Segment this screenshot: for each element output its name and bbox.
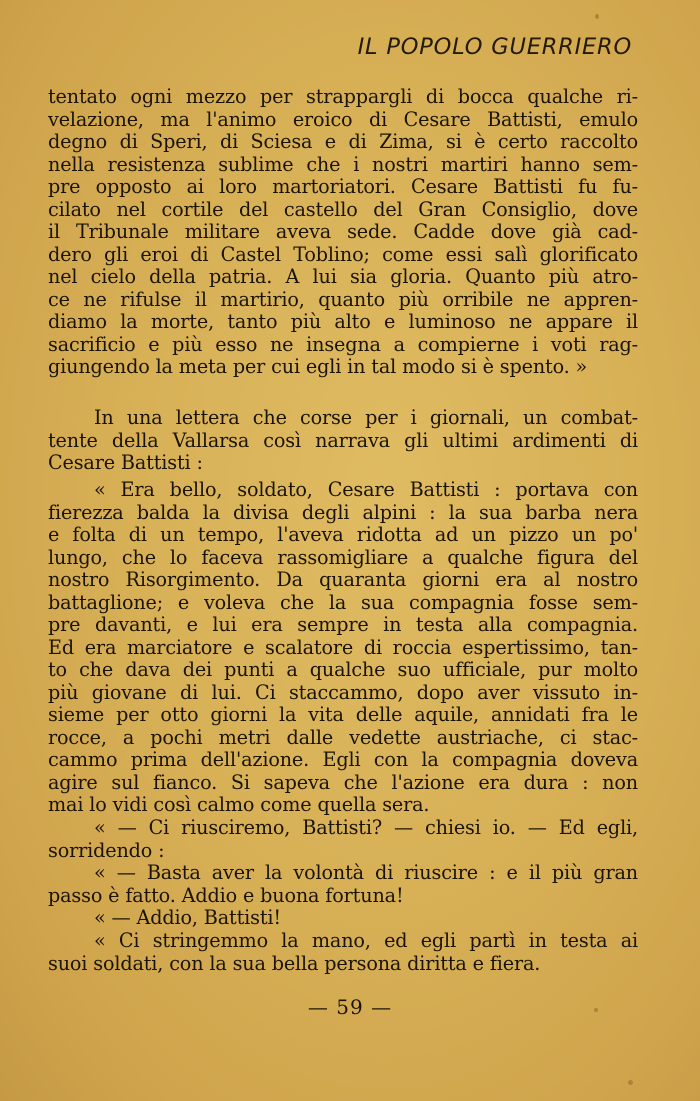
text-line: velazione, ma l'animo eroico di Cesare Battisti, emulo — [48, 107, 638, 131]
text-line: « — Addio, Battisti! — [94, 906, 281, 929]
text-line: sorridendo : — [48, 838, 165, 862]
text-line: sacrificio e più esso ne insegna a compierne i voti rag- — [48, 332, 638, 356]
text-line: più giovane di lui. Ci staccammo, dopo aver vissuto in- — [48, 680, 638, 704]
text-line: tente della Vallarsa così narrava gli ultimi ardimenti di — [48, 428, 638, 452]
text-line: Cesare Battisti : — [48, 451, 203, 474]
text-line: battaglione; e voleva che la sua compagnia fosse sem- — [48, 590, 638, 614]
text-line: nostro Risorgimento. Da quaranta giorni era al nostro — [48, 568, 638, 591]
paragraph-letter-body — [48, 479, 638, 817]
paragraph-closing — [48, 930, 638, 975]
text-line: cammo prima dell'azione. Egli con la compagnia doveva — [48, 748, 638, 771]
text-line: dero gli eroi di Castel Toblino; come essi salì glorificato — [48, 242, 638, 266]
text-line: suoi soldati, con la sua bella persona diritta e fiera. — [48, 951, 541, 975]
paper-speck — [628, 1080, 633, 1085]
text-line: il Tribunale militare aveva sede. Cadde dove già cad- — [48, 220, 638, 243]
text-line: sieme per otto giorni la vita delle aquile, annidati fra le — [48, 703, 638, 726]
text-line: nella resistenza sublime che i nostri martiri hanno sem- — [48, 152, 638, 176]
paragraph-dialogue-question — [48, 817, 638, 862]
paragraph-continuation — [48, 86, 638, 379]
text-line: nel cielo della patria. A lui sia gloria. Quanto più atro- — [48, 265, 638, 288]
paper-speck — [595, 14, 599, 19]
paragraph-dialogue-answer — [48, 862, 638, 907]
text-line: degno di Speri, di Sciesa e di Zima, si è certo raccolto — [48, 130, 638, 153]
text-line: agire sul fianco. Si sapeva che l'azione era dura : non — [48, 770, 638, 794]
text-line: e folta di un tempo, l'aveva ridotta ad un pizzo un po' — [48, 523, 638, 546]
text-line: passo è fatto. Addio e buona fortuna! — [48, 883, 404, 907]
text-line: « — Ci riusciremo, Battisti? — chiesi io. — Ed egli, — [94, 816, 638, 839]
text-line: giungendo la meta per cui egli in tal modo si è spento. » — [48, 355, 588, 378]
text-line: tentato ogni mezzo per strappargli di bocca qualche ri- — [48, 85, 638, 108]
text-line: Ed era marciatore e scalatore di roccia espertissimo, tan- — [48, 635, 638, 659]
text-line: to che dava dei punti a qualche suo ufficiale, pur molto — [48, 658, 638, 681]
text-line: pre davanti, e lui era sempre in testa alla compagnia. — [48, 613, 638, 636]
text-line: mai lo vidi così calmo come quella sera. — [48, 793, 430, 816]
text-line: « — Basta aver la volontà di riuscire : e il più gran — [94, 861, 638, 884]
page-number: — 59 — — [307, 995, 393, 1019]
paper-speck — [594, 1008, 598, 1012]
paragraph-letter-intro — [48, 407, 638, 475]
text-line: « Era bello, soldato, Cesare Battisti : portava con — [94, 478, 638, 501]
text-line: « Ci stringemmo la mano, ed egli partì in testa ai — [94, 929, 638, 952]
text-line: rocce, a pochi metri dalle vedette austriache, ci stac- — [48, 725, 638, 749]
text-line: fierezza balda la divisa degli alpini : la sua barba nera — [48, 500, 638, 524]
text-line: ce ne rifulse il martirio, quanto più orribile ne appren- — [48, 287, 638, 311]
text-line: pre opposto ai loro martoriatori. Cesare Battisti fu fu- — [48, 175, 638, 198]
text-line: In una lettera che corse per i giornali, un combat- — [94, 406, 638, 429]
text-line: cilato nel cortile del castello del Gran Consiglio, dove — [48, 197, 638, 221]
paragraph-dialogue-farewell — [48, 907, 638, 930]
text-line: lungo, che lo faceva rassomigliare a qualche figura del — [48, 545, 638, 569]
running-head: IL POPOLO GUERRIERO — [357, 34, 632, 60]
text-line: diamo la morte, tanto più alto e luminoso ne appare il — [48, 310, 638, 333]
